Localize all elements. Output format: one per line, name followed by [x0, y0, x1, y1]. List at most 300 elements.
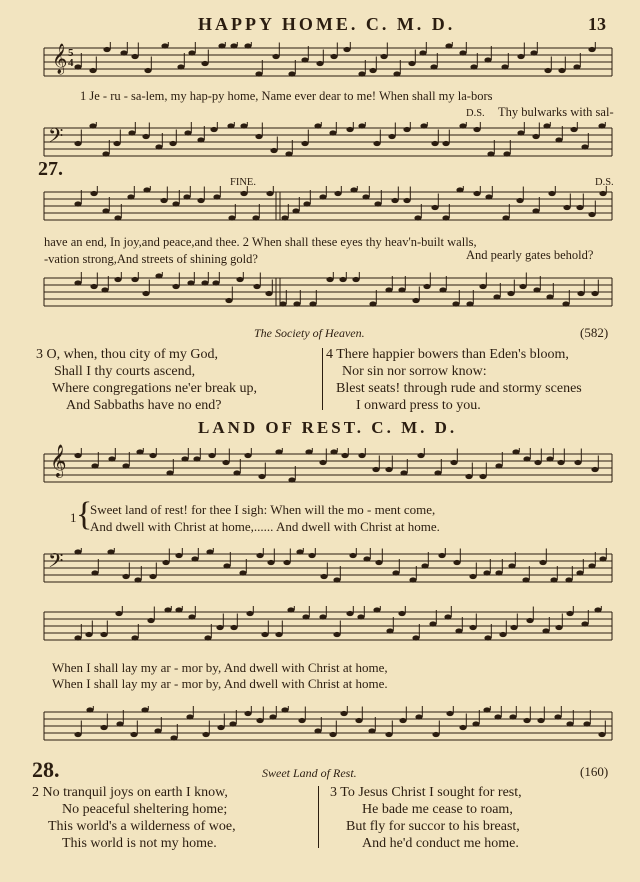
page-number: 13: [588, 14, 606, 34]
lyric-line: When I shall lay my ar - mor by, And dwell with Christ at home,: [52, 660, 388, 675]
note-head: [363, 556, 370, 561]
note-head: [459, 50, 466, 55]
lyric-line: And dwell with Christ at home,...... And dwell with Christ at home.: [90, 519, 440, 534]
note-head: [519, 284, 526, 289]
note-head: [495, 570, 502, 575]
note-head: [164, 607, 171, 612]
note-head: [499, 632, 506, 637]
note-head: [100, 725, 107, 730]
note-head: [154, 728, 161, 733]
note-head: [393, 71, 400, 76]
note-head: [213, 194, 220, 199]
note-head: [186, 714, 193, 719]
note-head: [517, 54, 524, 59]
note-head: [355, 718, 362, 723]
note-head: [91, 463, 98, 468]
note-head: [570, 127, 577, 132]
note-head: [349, 553, 356, 558]
note-head: [455, 628, 462, 633]
note-head: [574, 460, 581, 465]
note-head: [526, 618, 533, 623]
note-head: [120, 50, 127, 55]
note-head: [442, 215, 449, 220]
note-head: [398, 287, 405, 292]
note-head: [281, 215, 288, 220]
note-head: [102, 151, 109, 156]
note-head: [581, 621, 588, 626]
lyric-line: And pearly gates behold?: [466, 248, 594, 262]
note-head: [588, 563, 595, 568]
note-head: [434, 470, 441, 475]
note-head: [483, 570, 490, 575]
note-head: [296, 549, 303, 554]
note-head: [202, 732, 209, 737]
note-head: [74, 635, 81, 640]
note-head: [566, 611, 573, 616]
note-head: [201, 280, 208, 285]
note-head: [115, 611, 122, 616]
note-head: [415, 714, 422, 719]
note-head: [177, 64, 184, 69]
note-head: [562, 301, 569, 306]
note-head: [217, 725, 224, 730]
note-head: [155, 273, 162, 278]
lyric-line: When I shall lay my ar - mor by, And dwell with Christ at home.: [52, 676, 388, 691]
note-head: [431, 141, 438, 146]
note-head: [485, 194, 492, 199]
note-head: [487, 151, 494, 156]
note-head: [446, 711, 453, 716]
note-head: [74, 141, 81, 146]
note-head: [175, 607, 182, 612]
note-head: [473, 191, 480, 196]
note-head: [385, 287, 392, 292]
note-head: [501, 64, 508, 69]
note-head: [184, 130, 191, 135]
note-head: [236, 277, 243, 282]
note-head: [212, 280, 219, 285]
note-head: [208, 453, 215, 458]
note-head: [479, 474, 486, 479]
note-head: [423, 284, 430, 289]
note-head: [188, 614, 195, 619]
note-head: [372, 467, 379, 472]
note-head: [588, 212, 595, 217]
note-head: [373, 141, 380, 146]
note-head: [255, 71, 262, 76]
note-head: [320, 574, 327, 579]
note-head: [302, 614, 309, 619]
note-head: [333, 577, 340, 582]
note-head: [155, 144, 162, 149]
note-head: [128, 130, 135, 135]
note-head: [503, 151, 510, 156]
note-head: [495, 463, 502, 468]
note-head: [314, 728, 321, 733]
note-head: [265, 291, 272, 296]
note-head: [523, 718, 530, 723]
note-head: [470, 64, 477, 69]
fine-marker: FINE.: [230, 177, 256, 188]
hymn-caption: The Society of Heaven.: [254, 326, 365, 340]
lyric-line: have an end, In joy,and peace,and thee. 2 When shall these eyes thy heav'n-built walls,: [44, 235, 477, 249]
note-head: [85, 632, 92, 637]
note-head: [74, 732, 81, 737]
note-head: [357, 614, 364, 619]
note-head: [576, 205, 583, 210]
note-head: [131, 277, 138, 282]
note-head: [292, 208, 299, 213]
note-head: [532, 208, 539, 213]
section-title: LAND OF REST. C. M. D.: [198, 418, 458, 437]
note-head: [114, 277, 121, 282]
note-head: [197, 198, 204, 203]
note-head: [74, 549, 81, 554]
note-head: [136, 449, 143, 454]
note-head: [255, 134, 262, 139]
note-head: [162, 560, 169, 565]
note-head: [484, 635, 491, 640]
note-head: [432, 732, 439, 737]
note-head: [281, 707, 288, 712]
note-head: [591, 291, 598, 296]
note-head: [108, 456, 115, 461]
staff-bass-4: [0, 706, 640, 756]
staff-treble-2: [0, 186, 640, 236]
note-head: [197, 137, 204, 142]
note-head: [539, 560, 546, 565]
hymn-reference: (160): [580, 764, 609, 779]
note-head: [143, 187, 150, 192]
note-head: [101, 287, 108, 292]
note-head: [301, 141, 308, 146]
note-head: [330, 449, 337, 454]
hymn-reference: (582): [580, 325, 609, 340]
note-head: [408, 61, 415, 66]
note-head: [555, 137, 562, 142]
note-head: [246, 611, 253, 616]
note-head: [216, 625, 223, 630]
note-head: [230, 43, 237, 48]
note-head: [555, 625, 562, 630]
note-head: [225, 298, 232, 303]
note-head: [421, 563, 428, 568]
note-head: [392, 570, 399, 575]
note-head: [267, 560, 274, 565]
note-head: [113, 141, 120, 146]
treble-clef-icon: 𝄞: [50, 446, 67, 477]
note-head: [507, 291, 514, 296]
note-head: [385, 732, 392, 737]
note-head: [275, 632, 282, 637]
note-head: [494, 714, 501, 719]
note-head: [301, 57, 308, 62]
note-head: [558, 68, 565, 73]
note-head: [188, 50, 195, 55]
lyric-line: 1 Je - ru - sa-lem, my hap-py home, Name ever dear to me! When shall my la-bors: [80, 89, 493, 103]
note-head: [298, 718, 305, 723]
note-head: [510, 625, 517, 630]
staff-bass-1: [0, 122, 640, 172]
note-head: [469, 574, 476, 579]
note-head: [557, 460, 564, 465]
note-head: [386, 628, 393, 633]
note-head: [244, 453, 251, 458]
note-head: [554, 714, 561, 719]
note-head: [339, 277, 346, 282]
note-head: [533, 287, 540, 292]
note-head: [469, 625, 476, 630]
note-head: [358, 71, 365, 76]
note-head: [388, 134, 395, 139]
verse-4: 4 There happier bowers than Eden's bloom, Nor sin nor sorrow know: Blest seats! through rude and stormy scenes I onward press to you.: [326, 347, 582, 413]
note-head: [420, 123, 427, 128]
note-head: [576, 570, 583, 575]
note-head: [256, 553, 263, 558]
note-head: [517, 130, 524, 135]
note-head: [141, 707, 148, 712]
note-head: [466, 301, 473, 306]
note-head: [502, 215, 509, 220]
note-head: [343, 47, 350, 52]
note-head: [334, 191, 341, 196]
note-head: [588, 47, 595, 52]
note-head: [512, 449, 519, 454]
note-head: [537, 718, 544, 723]
staff-bass-3: [0, 548, 640, 598]
note-head: [563, 205, 570, 210]
note-head: [240, 123, 247, 128]
note-head: [193, 456, 200, 461]
note-head: [149, 453, 156, 458]
note-head: [134, 577, 141, 582]
note-head: [577, 291, 584, 296]
note-head: [452, 301, 459, 306]
note-head: [253, 284, 260, 289]
note-head: [266, 191, 273, 196]
note-head: [484, 57, 491, 62]
note-head: [479, 284, 486, 289]
note-head: [169, 141, 176, 146]
note-head: [412, 298, 419, 303]
note-head: [240, 191, 247, 196]
note-head: [147, 618, 154, 623]
note-head: [456, 187, 463, 192]
note-head: [258, 474, 265, 479]
note-head: [403, 198, 410, 203]
note-head: [459, 123, 466, 128]
note-head: [218, 43, 225, 48]
note-head: [465, 474, 472, 479]
note-head: [391, 198, 398, 203]
note-head: [210, 127, 217, 132]
note-head: [131, 54, 138, 59]
note-head: [233, 470, 240, 475]
note-head: [288, 71, 295, 76]
note-head: [144, 68, 151, 73]
note-head: [598, 123, 605, 128]
note-head: [74, 64, 81, 69]
note-head: [542, 628, 549, 633]
note-head: [430, 64, 437, 69]
note-head: [583, 721, 590, 726]
note-head: [453, 560, 460, 565]
note-head: [375, 560, 382, 565]
column-divider: [322, 348, 323, 410]
note-head: [419, 50, 426, 55]
verse-2: 2 No tranquil joys on earth I know, No peaceful sheltering home; This world's a wilderness of woe, This world is not my home.: [32, 785, 236, 851]
note-head: [107, 549, 114, 554]
verse-number: 1: [70, 510, 77, 525]
time-signature: 5 4: [68, 47, 74, 69]
note-head: [516, 198, 523, 203]
note-head: [74, 201, 81, 206]
note-head: [275, 449, 282, 454]
note-head: [122, 574, 129, 579]
note-head: [279, 301, 286, 306]
note-head: [170, 735, 177, 740]
note-head: [127, 194, 134, 199]
note-head: [223, 563, 230, 568]
note-head: [380, 54, 387, 59]
note-head: [89, 68, 96, 73]
verse-3: 3 O, when, thou city of my God, Shall I thy courts ascend, Where congregations ne'er break up, And Sabbaths have no end?: [36, 347, 258, 413]
note-head: [373, 607, 380, 612]
note-head: [445, 43, 452, 48]
note-head: [346, 127, 353, 132]
note-head: [350, 187, 357, 192]
note-head: [103, 47, 110, 52]
note-head: [287, 607, 294, 612]
lyric-line: Sweet land of rest! for thee I sigh: When will the mo - ment come,: [90, 502, 436, 517]
note-head: [329, 732, 336, 737]
note-head: [333, 632, 340, 637]
note-head: [319, 614, 326, 619]
page-title: HAPPY HOME. C. M. D.: [198, 14, 456, 34]
note-head: [546, 294, 553, 299]
note-head: [161, 43, 168, 48]
note-head: [222, 460, 229, 465]
note-head: [181, 456, 188, 461]
note-head: [368, 728, 375, 733]
note-head: [206, 549, 213, 554]
note-head: [399, 718, 406, 723]
note-head: [183, 194, 190, 199]
brace-icon: {: [76, 496, 93, 533]
note-head: [309, 301, 316, 306]
note-head: [100, 632, 107, 637]
note-head: [256, 718, 263, 723]
note-head: [244, 43, 251, 48]
note-head: [149, 574, 156, 579]
note-head: [283, 560, 290, 565]
note-head: [305, 449, 312, 454]
note-head: [594, 607, 601, 612]
note-head: [414, 215, 421, 220]
note-head: [191, 556, 198, 561]
note-head: [438, 553, 445, 558]
hymn-caption: Sweet Land of Rest.: [262, 766, 357, 780]
note-head: [172, 284, 179, 289]
note-head: [86, 707, 93, 712]
note-head: [122, 463, 129, 468]
note-head: [409, 577, 416, 582]
note-head: [175, 553, 182, 558]
note-head: [114, 215, 121, 220]
note-head: [90, 191, 97, 196]
note-head: [131, 635, 138, 640]
ds-marker: D.S.: [466, 108, 485, 119]
note-head: [288, 477, 295, 482]
note-head: [285, 151, 292, 156]
note-head: [270, 148, 277, 153]
note-head: [329, 130, 336, 135]
note-head: [142, 134, 149, 139]
note-head: [573, 64, 580, 69]
note-head: [362, 194, 369, 199]
note-head: [252, 215, 259, 220]
note-head: [442, 141, 449, 146]
note-head: [530, 50, 537, 55]
note-head: [439, 287, 446, 292]
lyric-line: Thy bulwarks with sal-: [498, 105, 614, 119]
treble-clef-icon: 𝄞: [52, 44, 68, 73]
note-head: [509, 714, 516, 719]
lyric-line: -vation strong,And streets of shining gold?: [44, 252, 258, 266]
note-head: [74, 453, 81, 458]
note-head: [319, 460, 326, 465]
staff-treble-3: [0, 448, 640, 498]
note-head: [543, 123, 550, 128]
note-head: [429, 621, 436, 626]
note-head: [130, 732, 137, 737]
note-head: [548, 191, 555, 196]
note-head: [473, 127, 480, 132]
note-head: [160, 198, 167, 203]
note-head: [523, 456, 530, 461]
note-head: [459, 725, 466, 730]
note-head: [417, 453, 424, 458]
note-head: [330, 54, 337, 59]
note-head: [74, 280, 81, 285]
note-head: [346, 611, 353, 616]
note-head: [239, 570, 246, 575]
note-head: [244, 711, 251, 716]
note-head: [398, 611, 405, 616]
note-head: [599, 556, 606, 561]
note-head: [591, 467, 598, 472]
note-head: [450, 460, 457, 465]
note-head: [374, 201, 381, 206]
note-head: [89, 123, 96, 128]
note-head: [522, 577, 529, 582]
note-head: [340, 711, 347, 716]
note-head: [227, 123, 234, 128]
staff-treble-4: [0, 606, 640, 656]
note-head: [412, 635, 419, 640]
note-head: [598, 732, 605, 737]
note-head: [316, 61, 323, 66]
note-head: [319, 194, 326, 199]
note-head: [261, 632, 268, 637]
note-head: [358, 453, 365, 458]
note-head: [400, 470, 407, 475]
note-head: [303, 201, 310, 206]
note-head: [204, 635, 211, 640]
note-head: [546, 456, 553, 461]
bass-clef-icon: 𝄢: [48, 551, 64, 577]
note-head: [102, 208, 109, 213]
